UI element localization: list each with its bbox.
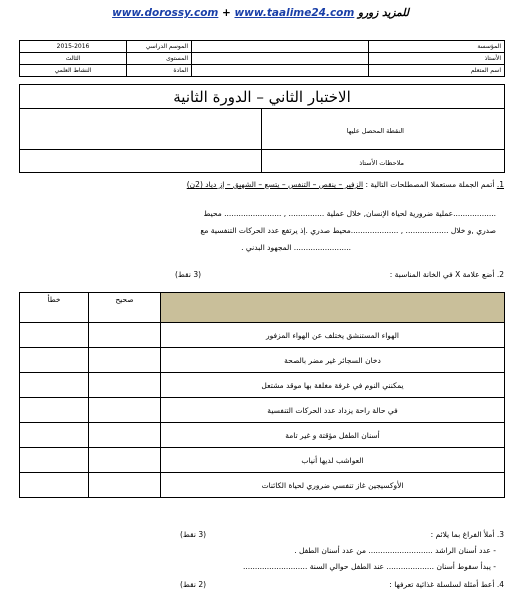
site-header — [0, 7, 521, 19]
answer-correct-cell[interactable] — [89, 448, 161, 473]
table-row — [20, 373, 505, 398]
site-link-taalime[interactable]: www.taalime24.com — [234, 7, 355, 19]
q1-terms: الزفير – ينقص – التنفس – يتسع – الشهيق – إز دياد (2ن) — [186, 180, 364, 189]
answer-correct-cell[interactable] — [89, 398, 161, 423]
plus-sign: + — [222, 7, 231, 19]
grade-divider — [261, 109, 262, 149]
q1-header — [187, 180, 504, 189]
statement-header — [161, 293, 505, 323]
table-row — [20, 398, 505, 423]
statement-cell: أسنان الطفل مؤقتة و غير تامة — [161, 423, 505, 448]
q3-number: 3. — [496, 530, 504, 539]
q4-header — [389, 580, 504, 589]
q2-instruction: أضع علامة X في الخانة المناسبة : — [389, 270, 495, 279]
student-value[interactable] — [192, 65, 369, 77]
q2-points: (3 نقط) — [175, 270, 202, 279]
student-label: اسم المتعلم — [369, 65, 505, 77]
info-table — [19, 40, 505, 77]
season-label: الموسم الدراسي — [127, 41, 192, 53]
header-prefix: للمزيد زورو — [358, 7, 409, 19]
q1-number: 1. — [496, 180, 504, 189]
answer-correct-cell[interactable] — [89, 348, 161, 373]
season-value: 2015-2016 — [20, 41, 127, 53]
grade-label: النقطة المحصل عليها — [346, 127, 404, 135]
q1-line-2: صدري ,و خلال .................. , ....................محيط صدري .إذ يرتفع عدد الحركات التنفسية مع — [200, 226, 496, 235]
table-row — [20, 323, 505, 348]
notes-box — [19, 149, 505, 173]
school-label: المؤسسة — [369, 41, 505, 53]
table-row — [20, 348, 505, 373]
q3-line-1: - عدد أسنان الراشد ........................... من عدد أسنان الطفل . — [294, 546, 496, 555]
subject-value: النشاط العلمي — [20, 65, 127, 77]
answer-wrong-cell[interactable] — [20, 323, 89, 348]
answer-wrong-cell[interactable] — [20, 398, 89, 423]
q2-number: 2. — [496, 270, 504, 279]
q1-line-1: ..................عملية ضرورية لحياة الإنسان, خلال عملية ............... , ........................ محيط — [203, 209, 496, 218]
q2-table — [19, 292, 505, 498]
level-label: المستوى — [127, 53, 192, 65]
col-wrong-header: خطأ — [20, 293, 89, 323]
statement-cell: دخان السجائر غير مضر بالصحة — [161, 348, 505, 373]
notes-label: ملاحظات الأستاذ — [359, 159, 404, 167]
answer-correct-cell[interactable] — [89, 373, 161, 398]
answer-wrong-cell[interactable] — [20, 448, 89, 473]
q1-line-3: ........................ المجهود البدني . — [241, 243, 351, 252]
answer-wrong-cell[interactable] — [20, 348, 89, 373]
col-correct-header: صحيح — [89, 293, 161, 323]
grade-box — [19, 108, 505, 150]
q4-number: 4. — [496, 580, 504, 589]
statement-cell: العواشب لديها أنياب — [161, 448, 505, 473]
subject-label: المادة — [127, 65, 192, 77]
q4-instruction: أعط أمثلة لسلسلة غذائية تعرفها : — [389, 580, 495, 589]
statement-cell: في حالة راحة يزداد عدد الحركات التنفسية — [161, 398, 505, 423]
q2-header — [390, 270, 504, 279]
answer-wrong-cell[interactable] — [20, 423, 89, 448]
level-value: الثالث — [20, 53, 127, 65]
statement-cell: يمكنني النوم في غرفة مغلقة بها موقد مشتعل — [161, 373, 505, 398]
statement-cell: الأوكسيجين غاز تنفسي ضروري لحياة الكائنات — [161, 473, 505, 498]
table-row — [20, 423, 505, 448]
teacher-label: الأستاذ — [369, 53, 505, 65]
q3-line-2: - يبدأ سقوط أسنان .................... عند الطفل حوالي السنة ........................... — [242, 562, 496, 571]
answer-correct-cell[interactable] — [89, 423, 161, 448]
q3-points: (3 نقط) — [180, 530, 207, 539]
table-row — [20, 448, 505, 473]
q3-instruction: أملأ الفراغ بما يلائم : — [430, 530, 495, 539]
answer-wrong-cell[interactable] — [20, 473, 89, 498]
answer-correct-cell[interactable] — [89, 473, 161, 498]
school-value[interactable] — [192, 41, 369, 53]
site-link-dorossy[interactable]: www.dorossy.com — [112, 7, 219, 19]
q4-points: (2 نقط) — [180, 580, 207, 589]
table-row — [20, 473, 505, 498]
statement-cell: الهواء المستنشق يختلف عن الهواء المزفور — [161, 323, 505, 348]
exam-title: الاختبار الثاني – الدورة الثانية — [19, 84, 505, 109]
q1-instruction: أتمم الجملة مستعملا المصطلحات التالية : — [365, 180, 495, 189]
answer-correct-cell[interactable] — [89, 323, 161, 348]
q3-header — [431, 530, 504, 539]
teacher-value[interactable] — [192, 53, 369, 65]
notes-divider — [261, 150, 262, 172]
answer-wrong-cell[interactable] — [20, 373, 89, 398]
